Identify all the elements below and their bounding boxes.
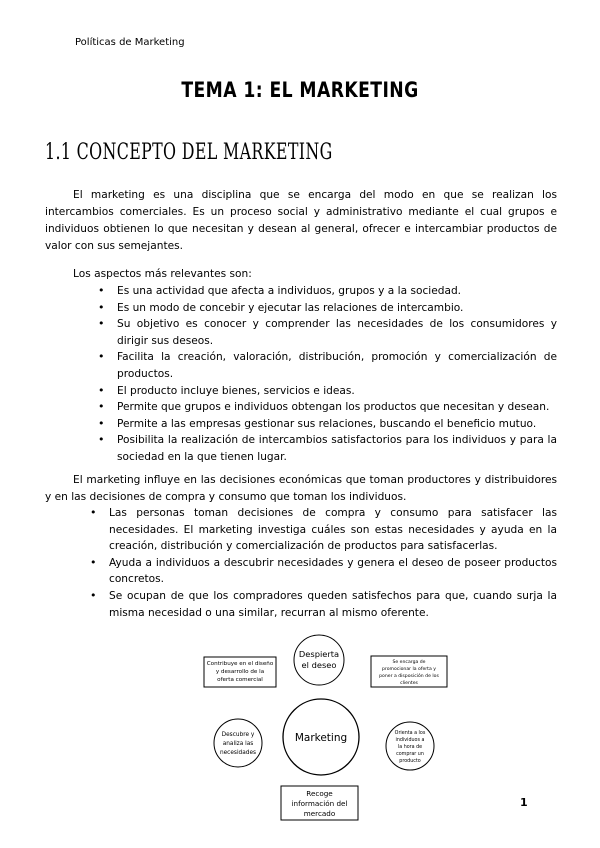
diagram-node-right-line: la hora de — [397, 745, 423, 750]
list-item: • El producto incluye bienes, servicios e ideas. — [117, 383, 557, 400]
page-header: Políticas de Marketing — [75, 37, 185, 48]
list-item: • Es un modo de concebir y ejecutar las relaciones de intercambio. — [117, 300, 557, 317]
diagram-node-left-line: analiza las — [222, 741, 254, 747]
diagram-node-top-right-line: Se encarga de — [392, 660, 426, 665]
diagram-node-right-line: Orienta a los — [394, 731, 426, 736]
influence-paragraph: El marketing influye en las decisiones económicas que toman productores y distribuidores y en las decisiones de compra y consumo que toman los individuos. — [45, 474, 557, 503]
diagram-node-bottom-line: Recoge — [306, 789, 333, 798]
list-item: • Ayuda a individuos a descubrir necesidades y genera el deseo de poseer productos concretos. — [109, 555, 557, 588]
document-title: TEMA 1: EL MARKETING — [181, 78, 419, 102]
diagram-node-top-left-line: y desarrollo de la — [215, 669, 265, 675]
diagram-node-right-line: individuos a — [395, 738, 425, 743]
diagram-node-top-line: el deseo — [301, 660, 337, 670]
diagram-node-top-line: Despierta — [298, 649, 340, 659]
diagram-node-left-line: necesidades — [219, 750, 257, 756]
diagram-node-right-line: producto — [399, 759, 421, 764]
page-number: 1 — [520, 796, 528, 809]
diagram-center-label: Marketing — [294, 732, 348, 744]
list-item: • Permite a las empresas gestionar sus relaciones, buscando el beneficio mutuo. — [117, 416, 557, 433]
diagram-node-bottom-line: información del — [291, 799, 348, 808]
diagram-node-top-left-line: Contribuye en el diseño — [206, 661, 274, 667]
diagram-node-top-left-line: oferta comercial — [217, 677, 263, 683]
list-item: • Posibilita la realización de intercambios satisfactorios para los individuos y para la sociedad en la que tienen lugar. — [117, 432, 557, 465]
list-item: • Las personas toman decisiones de compra y consumo para satisfacer las necesidades. El marketing investiga cuáles son estas necesidades y ayuda en la creación, distribución y comercialización de productos para satisfacerlas. — [109, 505, 557, 555]
list-item: • Su objetivo es conocer y comprender las necesidades de los consumidores y dirigir sus deseos. — [117, 316, 557, 349]
aspects-intro: Los aspectos más relevantes son: — [73, 268, 252, 280]
diagram-node-top-right-line: promocionar la oferta y — [382, 667, 436, 672]
list-item: • Permite que grupos e individuos obtengan los productos que necesitan y desean. — [117, 399, 557, 416]
intro-paragraph: El marketing es una disciplina que se encarga del modo en que se realizan los intercambios comerciales. Es un proceso social y administrativo mediante el cual grupos e individuos obtienen lo que necesitan y desean al general, ofrecer e intercambiar productos de valor con sus semejantes. — [45, 189, 557, 252]
list-item: • Es una actividad que afecta a individuos, grupos y a la sociedad. — [117, 283, 557, 300]
diagram-node-top-right-line: poner a disposición de los — [379, 674, 439, 679]
list-item: • Se ocupan de que los compradores queden satisfechos para que, cuando surja la misma necesidad o una similar, recurran al mismo oferente. — [109, 588, 557, 621]
diagram-node-bottom-line: mercado — [303, 809, 336, 818]
section-heading: 1.1 CONCEPTO DEL MARKETING — [45, 140, 333, 165]
diagram-node-left-line: Descubre y — [221, 732, 255, 738]
diagram-node-top-right-line: clientes — [400, 681, 418, 686]
list-item: • Facilita la creación, valoración, distribución, promoción y comercialización de productos. — [117, 349, 557, 382]
diagram-node-right-line: comprar un — [396, 752, 424, 757]
